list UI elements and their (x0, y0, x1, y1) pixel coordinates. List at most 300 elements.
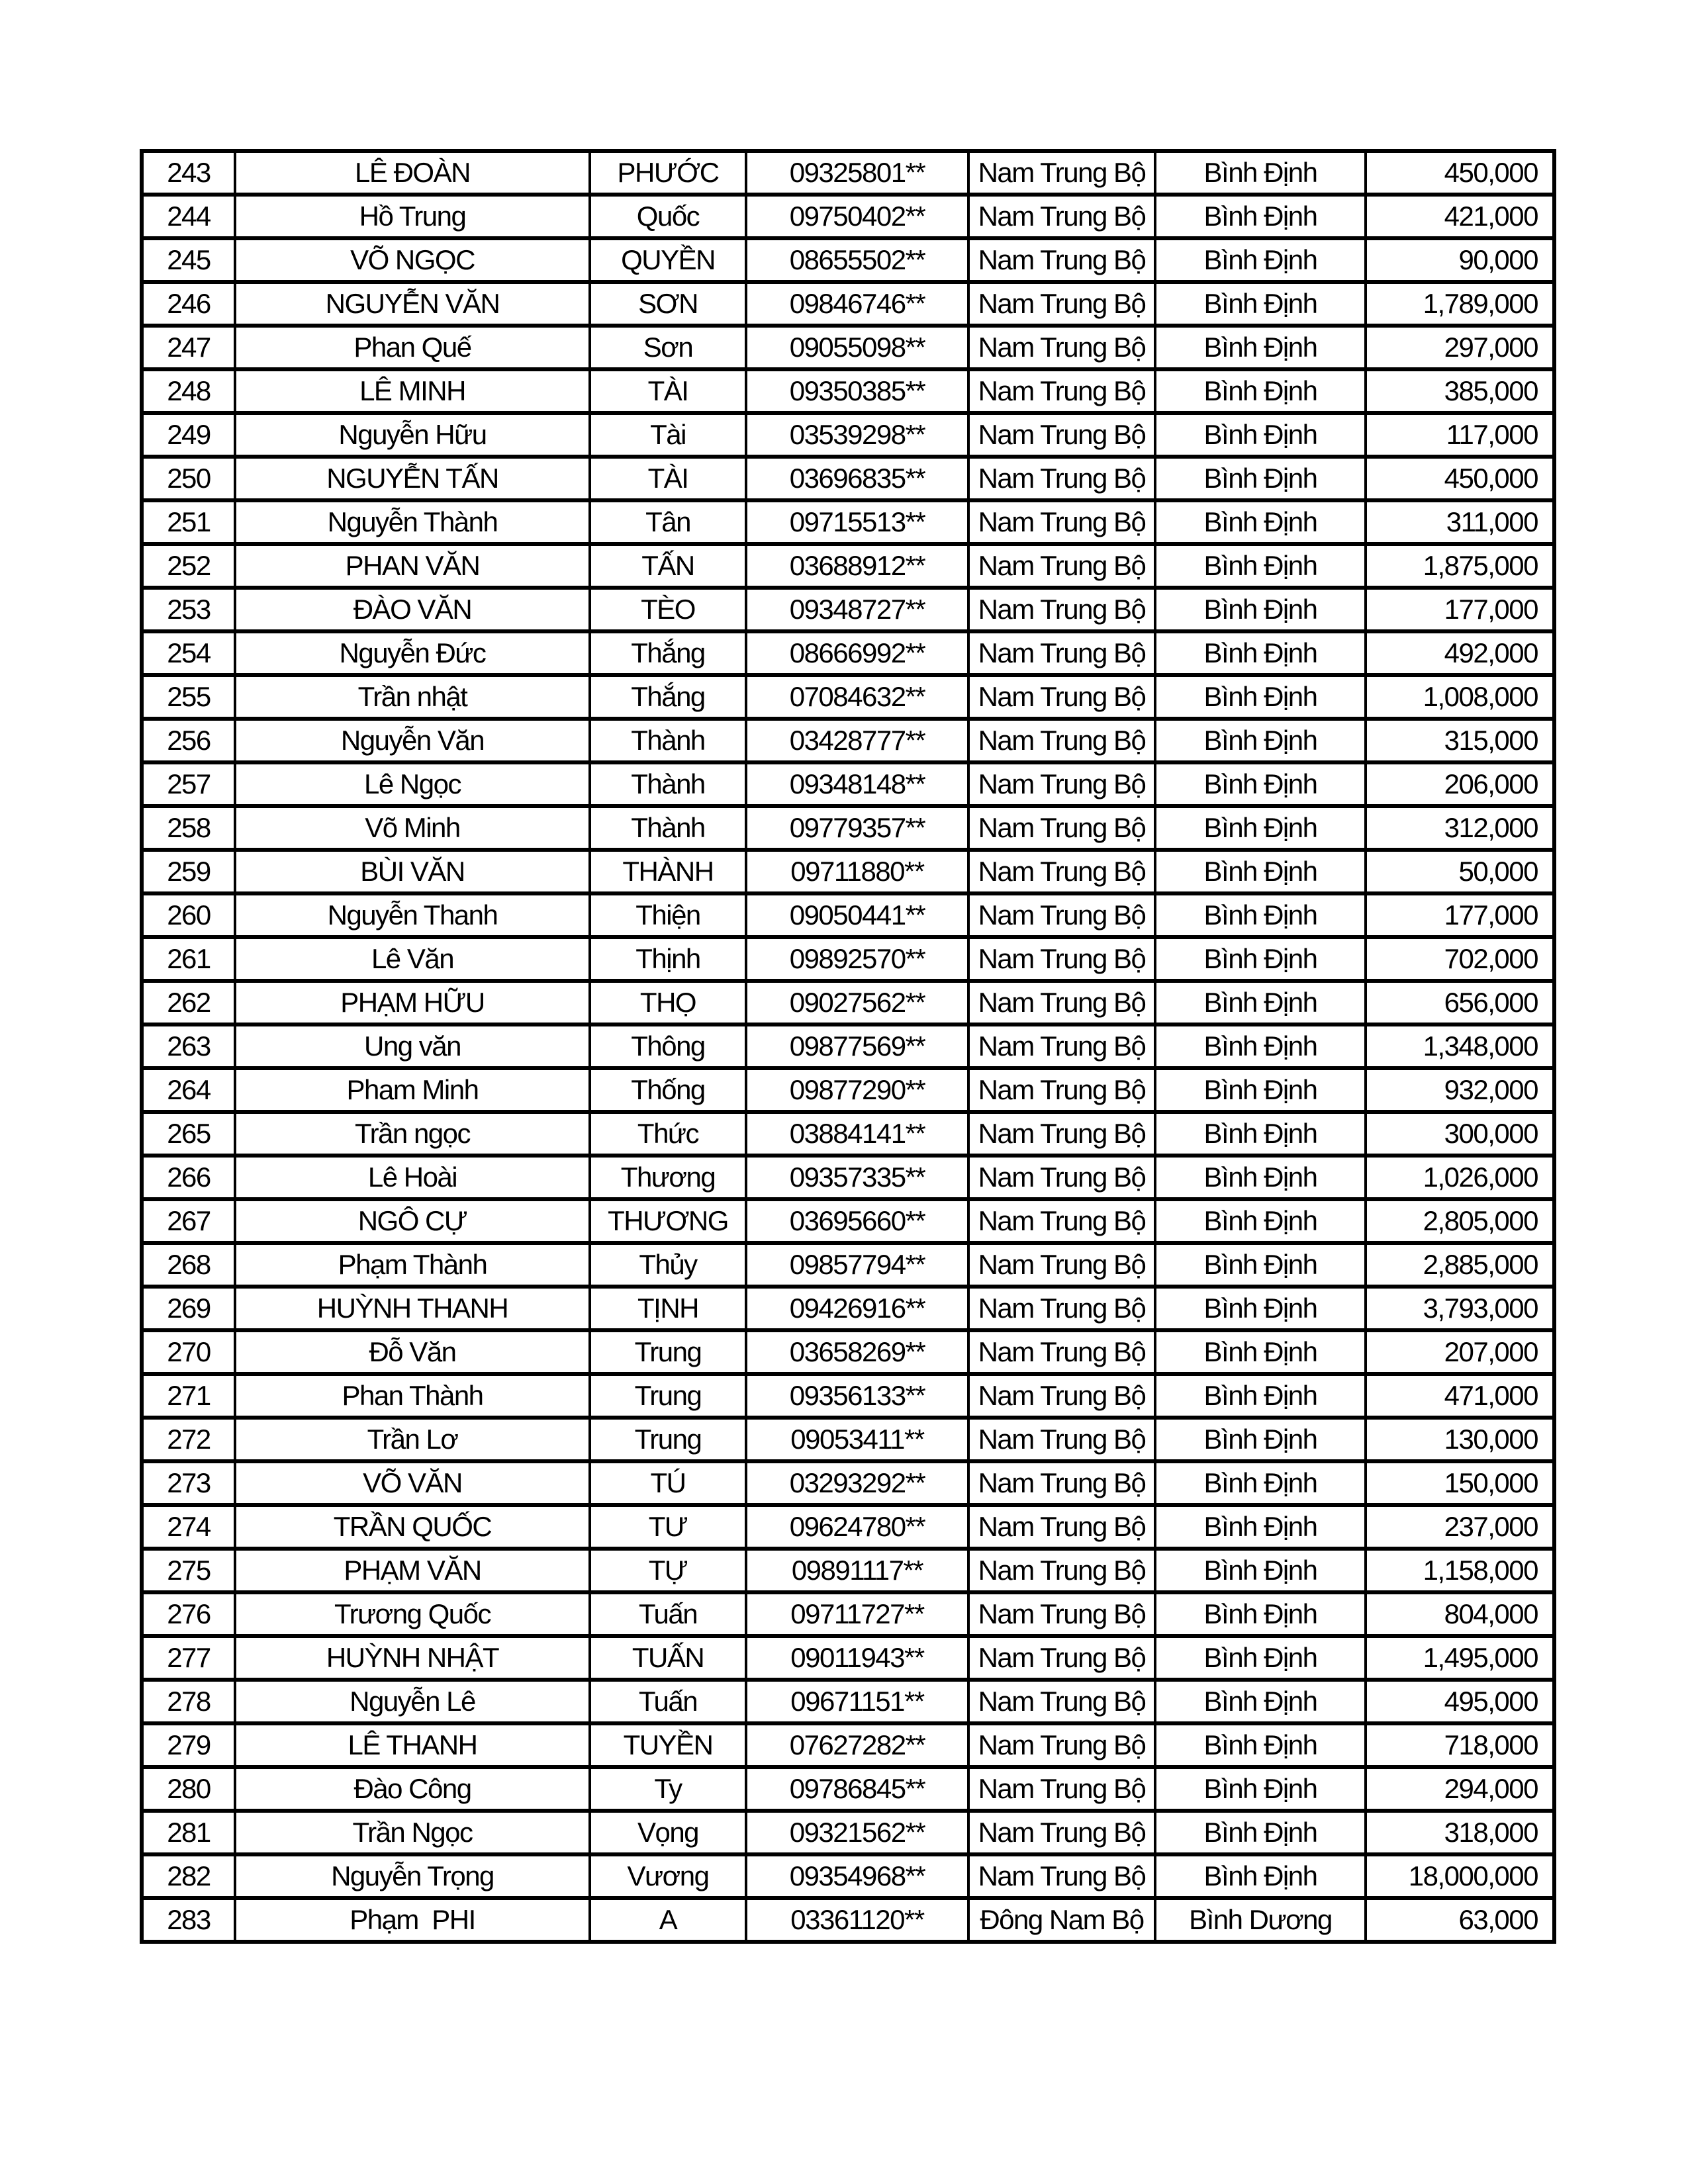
cell-amount: 90,000 (1366, 238, 1554, 282)
cell-family-name: Đào Công (235, 1767, 590, 1811)
table-row (142, 1156, 1554, 1199)
cell-region: Nam Trung Bộ (968, 195, 1155, 238)
cell-province: Bình Định (1155, 151, 1366, 195)
table-row (142, 631, 1554, 675)
cell-region: Nam Trung Bộ (968, 1374, 1155, 1418)
cell-given-name: TÚ (590, 1461, 746, 1505)
cell-phone: 09891117** (746, 1549, 968, 1592)
cell-family-name: Trương Quốc (235, 1592, 590, 1636)
cell-province: Bình Định (1155, 282, 1366, 326)
cell-amount: 1,008,000 (1366, 675, 1554, 719)
cell-province: Bình Định (1155, 1680, 1366, 1723)
cell-family-name: Hồ Trung (235, 195, 590, 238)
table-row (142, 1374, 1554, 1418)
cell-family-name: HUỲNH THANH (235, 1287, 590, 1330)
cell-family-name: TRẦN QUỐC (235, 1505, 590, 1549)
cell-phone: 08666992** (746, 631, 968, 675)
cell-phone: 09321562** (746, 1811, 968, 1854)
table-row (142, 1854, 1554, 1898)
cell-region: Nam Trung Bộ (968, 981, 1155, 1024)
cell-amount: 237,000 (1366, 1505, 1554, 1549)
cell-region: Nam Trung Bộ (968, 588, 1155, 631)
cell-province: Bình Định (1155, 195, 1366, 238)
cell-phone: 03658269** (746, 1330, 968, 1374)
cell-family-name: Trần ngọc (235, 1112, 590, 1156)
cell-given-name: Thắng (590, 631, 746, 675)
cell-phone: 09715513** (746, 500, 968, 544)
table-row (142, 326, 1554, 369)
cell-province: Bình Định (1155, 1112, 1366, 1156)
cell-amount: 718,000 (1366, 1723, 1554, 1767)
cell-index: 267 (142, 1199, 235, 1243)
cell-amount: 450,000 (1366, 151, 1554, 195)
cell-phone: 09053411** (746, 1418, 968, 1461)
cell-phone: 09624780** (746, 1505, 968, 1549)
cell-given-name: Tuấn (590, 1680, 746, 1723)
cell-given-name: Vương (590, 1854, 746, 1898)
cell-region: Nam Trung Bộ (968, 1112, 1155, 1156)
cell-amount: 702,000 (1366, 937, 1554, 981)
cell-phone: 09055098** (746, 326, 968, 369)
cell-given-name: TÀI (590, 457, 746, 500)
table-row (142, 1549, 1554, 1592)
cell-given-name: Trung (590, 1330, 746, 1374)
cell-phone: 03293292** (746, 1461, 968, 1505)
cell-region: Nam Trung Bộ (968, 151, 1155, 195)
cell-province: Bình Định (1155, 326, 1366, 369)
cell-family-name: Nguyễn Trọng (235, 1854, 590, 1898)
cell-given-name: Tuấn (590, 1592, 746, 1636)
cell-family-name: Nguyễn Lê (235, 1680, 590, 1723)
cell-province: Bình Định (1155, 850, 1366, 893)
cell-index: 275 (142, 1549, 235, 1592)
cell-province: Bình Định (1155, 1549, 1366, 1592)
cell-province: Bình Định (1155, 1287, 1366, 1330)
cell-index: 243 (142, 151, 235, 195)
cell-index: 251 (142, 500, 235, 544)
cell-region: Nam Trung Bộ (968, 1723, 1155, 1767)
cell-phone: 09350385** (746, 369, 968, 413)
cell-province: Bình Định (1155, 1723, 1366, 1767)
cell-index: 269 (142, 1287, 235, 1330)
table-row (142, 1811, 1554, 1854)
cell-amount: 421,000 (1366, 195, 1554, 238)
cell-given-name: TƯ (590, 1505, 746, 1549)
cell-phone: 03884141** (746, 1112, 968, 1156)
cell-phone: 09786845** (746, 1767, 968, 1811)
cell-given-name: Vọng (590, 1811, 746, 1854)
cell-phone: 07627282** (746, 1723, 968, 1767)
cell-amount: 492,000 (1366, 631, 1554, 675)
cell-province: Bình Định (1155, 544, 1366, 588)
cell-amount: 130,000 (1366, 1418, 1554, 1461)
cell-family-name: NGÔ CỰ (235, 1199, 590, 1243)
cell-index: 276 (142, 1592, 235, 1636)
table-row (142, 1723, 1554, 1767)
table-row (142, 1636, 1554, 1680)
table-row (142, 1418, 1554, 1461)
cell-province: Bình Định (1155, 1374, 1366, 1418)
cell-index: 265 (142, 1112, 235, 1156)
cell-index: 281 (142, 1811, 235, 1854)
cell-province: Bình Định (1155, 631, 1366, 675)
cell-amount: 150,000 (1366, 1461, 1554, 1505)
cell-amount: 315,000 (1366, 719, 1554, 762)
cell-region: Nam Trung Bộ (968, 937, 1155, 981)
cell-given-name: Thành (590, 762, 746, 806)
cell-region: Nam Trung Bộ (968, 762, 1155, 806)
cell-phone: 09892570** (746, 937, 968, 981)
cell-phone: 09348148** (746, 762, 968, 806)
cell-family-name: HUỲNH NHẬT (235, 1636, 590, 1680)
cell-given-name: Thắng (590, 675, 746, 719)
table-row (142, 937, 1554, 981)
cell-family-name: PHAN VĂN (235, 544, 590, 588)
cell-given-name: A (590, 1898, 746, 1942)
cell-family-name: Lê Văn (235, 937, 590, 981)
cell-given-name: QUYỀN (590, 238, 746, 282)
table-row (142, 195, 1554, 238)
cell-phone: 09750402** (746, 195, 968, 238)
cell-region: Nam Trung Bộ (968, 806, 1155, 850)
cell-phone: 09357335** (746, 1156, 968, 1199)
cell-amount: 318,000 (1366, 1811, 1554, 1854)
cell-family-name: PHẠM HỮU (235, 981, 590, 1024)
cell-family-name: Nguyễn Văn (235, 719, 590, 762)
cell-given-name: Sơn (590, 326, 746, 369)
table-row (142, 893, 1554, 937)
cell-index: 260 (142, 893, 235, 937)
cell-index: 283 (142, 1898, 235, 1942)
cell-amount: 177,000 (1366, 588, 1554, 631)
cell-phone: 09356133** (746, 1374, 968, 1418)
cell-region: Nam Trung Bộ (968, 1287, 1155, 1330)
cell-given-name: Thành (590, 719, 746, 762)
table-row (142, 369, 1554, 413)
cell-index: 259 (142, 850, 235, 893)
table-row (142, 1024, 1554, 1068)
table-row (142, 1287, 1554, 1330)
cell-amount: 471,000 (1366, 1374, 1554, 1418)
cell-province: Bình Định (1155, 937, 1366, 981)
cell-phone: 09711727** (746, 1592, 968, 1636)
cell-province: Bình Định (1155, 1505, 1366, 1549)
cell-amount: 312,000 (1366, 806, 1554, 850)
table-row (142, 1898, 1554, 1942)
cell-phone: 09348727** (746, 588, 968, 631)
cell-region: Nam Trung Bộ (968, 1680, 1155, 1723)
cell-given-name: Thành (590, 806, 746, 850)
cell-province: Bình Định (1155, 1418, 1366, 1461)
cell-region: Nam Trung Bộ (968, 675, 1155, 719)
cell-family-name: Nguyễn Đức (235, 631, 590, 675)
table-row (142, 675, 1554, 719)
cell-family-name: Phan Quế (235, 326, 590, 369)
cell-index: 261 (142, 937, 235, 981)
cell-family-name: Đỗ Văn (235, 1330, 590, 1374)
cell-region: Nam Trung Bộ (968, 369, 1155, 413)
cell-province: Bình Định (1155, 806, 1366, 850)
cell-phone: 07084632** (746, 675, 968, 719)
cell-family-name: PHẠM VĂN (235, 1549, 590, 1592)
cell-index: 279 (142, 1723, 235, 1767)
cell-region: Nam Trung Bộ (968, 1505, 1155, 1549)
cell-amount: 2,885,000 (1366, 1243, 1554, 1287)
cell-family-name: Lê Ngọc (235, 762, 590, 806)
cell-province: Bình Định (1155, 1330, 1366, 1374)
cell-phone: 09050441** (746, 893, 968, 937)
cell-region: Nam Trung Bộ (968, 500, 1155, 544)
cell-index: 270 (142, 1330, 235, 1374)
cell-province: Bình Định (1155, 981, 1366, 1024)
table-row (142, 544, 1554, 588)
cell-amount: 1,789,000 (1366, 282, 1554, 326)
cell-phone: 03428777** (746, 719, 968, 762)
cell-province: Bình Định (1155, 1811, 1366, 1854)
cell-amount: 206,000 (1366, 762, 1554, 806)
cell-given-name: Trung (590, 1418, 746, 1461)
cell-index: 257 (142, 762, 235, 806)
cell-amount: 656,000 (1366, 981, 1554, 1024)
cell-given-name: TÈO (590, 588, 746, 631)
cell-province: Bình Định (1155, 1461, 1366, 1505)
cell-family-name: Nguyễn Hữu (235, 413, 590, 457)
cell-province: Bình Định (1155, 1854, 1366, 1898)
cell-phone: 03539298** (746, 413, 968, 457)
cell-index: 252 (142, 544, 235, 588)
cell-region: Nam Trung Bộ (968, 1636, 1155, 1680)
cell-region: Nam Trung Bộ (968, 850, 1155, 893)
cell-given-name: Trung (590, 1374, 746, 1418)
cell-given-name: TUẤN (590, 1636, 746, 1680)
cell-region: Nam Trung Bộ (968, 1854, 1155, 1898)
cell-phone: 09846746** (746, 282, 968, 326)
cell-province: Bình Định (1155, 1636, 1366, 1680)
cell-family-name: Phan Thành (235, 1374, 590, 1418)
cell-family-name: Phạm PHI (235, 1898, 590, 1942)
table-row (142, 1592, 1554, 1636)
cell-amount: 1,026,000 (1366, 1156, 1554, 1199)
table-row (142, 1199, 1554, 1243)
cell-family-name: LÊ MINH (235, 369, 590, 413)
cell-region: Nam Trung Bộ (968, 893, 1155, 937)
cell-given-name: TỊNH (590, 1287, 746, 1330)
table-row (142, 500, 1554, 544)
cell-amount: 300,000 (1366, 1112, 1554, 1156)
cell-family-name: Võ Minh (235, 806, 590, 850)
cell-region: Nam Trung Bộ (968, 544, 1155, 588)
cell-index: 273 (142, 1461, 235, 1505)
cell-index: 274 (142, 1505, 235, 1549)
cell-phone: 03361120** (746, 1898, 968, 1942)
cell-family-name: VÕ NGỌC (235, 238, 590, 282)
cell-amount: 311,000 (1366, 500, 1554, 544)
cell-amount: 2,805,000 (1366, 1199, 1554, 1243)
cell-given-name: Thịnh (590, 937, 746, 981)
cell-phone: 09426916** (746, 1287, 968, 1330)
table-row (142, 850, 1554, 893)
cell-phone: 08655502** (746, 238, 968, 282)
cell-index: 264 (142, 1068, 235, 1112)
cell-index: 268 (142, 1243, 235, 1287)
cell-province: Bình Định (1155, 762, 1366, 806)
cell-province: Bình Dương (1155, 1898, 1366, 1942)
cell-phone: 09027562** (746, 981, 968, 1024)
cell-index: 272 (142, 1418, 235, 1461)
cell-amount: 450,000 (1366, 457, 1554, 500)
cell-index: 263 (142, 1024, 235, 1068)
cell-phone: 09671151** (746, 1680, 968, 1723)
cell-index: 280 (142, 1767, 235, 1811)
cell-province: Bình Định (1155, 1592, 1366, 1636)
cell-given-name: THƯƠNG (590, 1199, 746, 1243)
cell-region: Đông Nam Bộ (968, 1898, 1155, 1942)
cell-region: Nam Trung Bộ (968, 1199, 1155, 1243)
cell-province: Bình Định (1155, 1068, 1366, 1112)
table-row (142, 1461, 1554, 1505)
table-row (142, 762, 1554, 806)
cell-phone: 09877290** (746, 1068, 968, 1112)
cell-province: Bình Định (1155, 369, 1366, 413)
cell-amount: 297,000 (1366, 326, 1554, 369)
cell-given-name: TÀI (590, 369, 746, 413)
cell-index: 246 (142, 282, 235, 326)
cell-amount: 1,875,000 (1366, 544, 1554, 588)
cell-region: Nam Trung Bộ (968, 631, 1155, 675)
cell-phone: 09711880** (746, 850, 968, 893)
donor-list-table (140, 149, 1556, 1944)
cell-region: Nam Trung Bộ (968, 1243, 1155, 1287)
cell-province: Bình Định (1155, 500, 1366, 544)
cell-region: Nam Trung Bộ (968, 1592, 1155, 1636)
cell-amount: 385,000 (1366, 369, 1554, 413)
cell-family-name: NGUYỄN VĂN (235, 282, 590, 326)
cell-region: Nam Trung Bộ (968, 1461, 1155, 1505)
cell-index: 254 (142, 631, 235, 675)
table-row (142, 413, 1554, 457)
cell-amount: 207,000 (1366, 1330, 1554, 1374)
cell-region: Nam Trung Bộ (968, 1811, 1155, 1854)
cell-amount: 1,495,000 (1366, 1636, 1554, 1680)
cell-phone: 09354968** (746, 1854, 968, 1898)
cell-index: 266 (142, 1156, 235, 1199)
table-row (142, 238, 1554, 282)
cell-index: 282 (142, 1854, 235, 1898)
cell-family-name: Phạm Thành (235, 1243, 590, 1287)
table-row (142, 1505, 1554, 1549)
cell-index: 245 (142, 238, 235, 282)
cell-province: Bình Định (1155, 675, 1366, 719)
cell-province: Bình Định (1155, 413, 1366, 457)
cell-amount: 3,793,000 (1366, 1287, 1554, 1330)
cell-index: 262 (142, 981, 235, 1024)
table-row (142, 282, 1554, 326)
table-row (142, 719, 1554, 762)
cell-province: Bình Định (1155, 1024, 1366, 1068)
cell-phone: 03696835** (746, 457, 968, 500)
cell-region: Nam Trung Bộ (968, 1549, 1155, 1592)
cell-amount: 1,158,000 (1366, 1549, 1554, 1592)
table-row (142, 1243, 1554, 1287)
table-row (142, 981, 1554, 1024)
cell-amount: 18,000,000 (1366, 1854, 1554, 1898)
table-row (142, 151, 1554, 195)
cell-province: Bình Định (1155, 238, 1366, 282)
cell-amount: 1,348,000 (1366, 1024, 1554, 1068)
cell-amount: 804,000 (1366, 1592, 1554, 1636)
table-row (142, 1680, 1554, 1723)
cell-index: 278 (142, 1680, 235, 1723)
cell-index: 248 (142, 369, 235, 413)
cell-family-name: NGUYỄN TẤN (235, 457, 590, 500)
cell-phone: 09857794** (746, 1243, 968, 1287)
cell-province: Bình Định (1155, 893, 1366, 937)
cell-given-name: THỌ (590, 981, 746, 1024)
cell-given-name: TẤN (590, 544, 746, 588)
cell-region: Nam Trung Bộ (968, 1767, 1155, 1811)
cell-region: Nam Trung Bộ (968, 1156, 1155, 1199)
cell-amount: 63,000 (1366, 1898, 1554, 1942)
cell-index: 258 (142, 806, 235, 850)
cell-family-name: Trần Lơ (235, 1418, 590, 1461)
cell-province: Bình Định (1155, 719, 1366, 762)
cell-province: Bình Định (1155, 1156, 1366, 1199)
cell-phone: 09877569** (746, 1024, 968, 1068)
cell-region: Nam Trung Bộ (968, 238, 1155, 282)
cell-province: Bình Định (1155, 1199, 1366, 1243)
cell-province: Bình Định (1155, 1767, 1366, 1811)
cell-region: Nam Trung Bộ (968, 326, 1155, 369)
cell-index: 277 (142, 1636, 235, 1680)
cell-given-name: Tân (590, 500, 746, 544)
cell-region: Nam Trung Bộ (968, 1330, 1155, 1374)
cell-phone: 03695660** (746, 1199, 968, 1243)
cell-index: 256 (142, 719, 235, 762)
table-row (142, 1068, 1554, 1112)
cell-given-name: PHƯỚC (590, 151, 746, 195)
cell-region: Nam Trung Bộ (968, 1024, 1155, 1068)
cell-given-name: THÀNH (590, 850, 746, 893)
cell-given-name: Quốc (590, 195, 746, 238)
cell-family-name: Ung văn (235, 1024, 590, 1068)
cell-region: Nam Trung Bộ (968, 457, 1155, 500)
table-row (142, 1330, 1554, 1374)
cell-family-name: VÕ VĂN (235, 1461, 590, 1505)
cell-given-name: Thủy (590, 1243, 746, 1287)
cell-given-name: Thông (590, 1024, 746, 1068)
cell-phone: 09011943** (746, 1636, 968, 1680)
cell-index: 250 (142, 457, 235, 500)
cell-family-name: LÊ THANH (235, 1723, 590, 1767)
cell-family-name: BÙI VĂN (235, 850, 590, 893)
cell-given-name: Thiện (590, 893, 746, 937)
cell-phone: 09325801** (746, 151, 968, 195)
cell-region: Nam Trung Bộ (968, 719, 1155, 762)
cell-region: Nam Trung Bộ (968, 1418, 1155, 1461)
cell-index: 247 (142, 326, 235, 369)
cell-family-name: Trần Ngọc (235, 1811, 590, 1854)
cell-region: Nam Trung Bộ (968, 413, 1155, 457)
cell-province: Bình Định (1155, 588, 1366, 631)
donor-list-table-container (140, 149, 1556, 1944)
cell-family-name: ĐÀO VĂN (235, 588, 590, 631)
cell-given-name: Ty (590, 1767, 746, 1811)
cell-index: 255 (142, 675, 235, 719)
cell-family-name: LÊ ĐOÀN (235, 151, 590, 195)
cell-family-name: Nguyễn Thành (235, 500, 590, 544)
cell-amount: 117,000 (1366, 413, 1554, 457)
cell-index: 244 (142, 195, 235, 238)
